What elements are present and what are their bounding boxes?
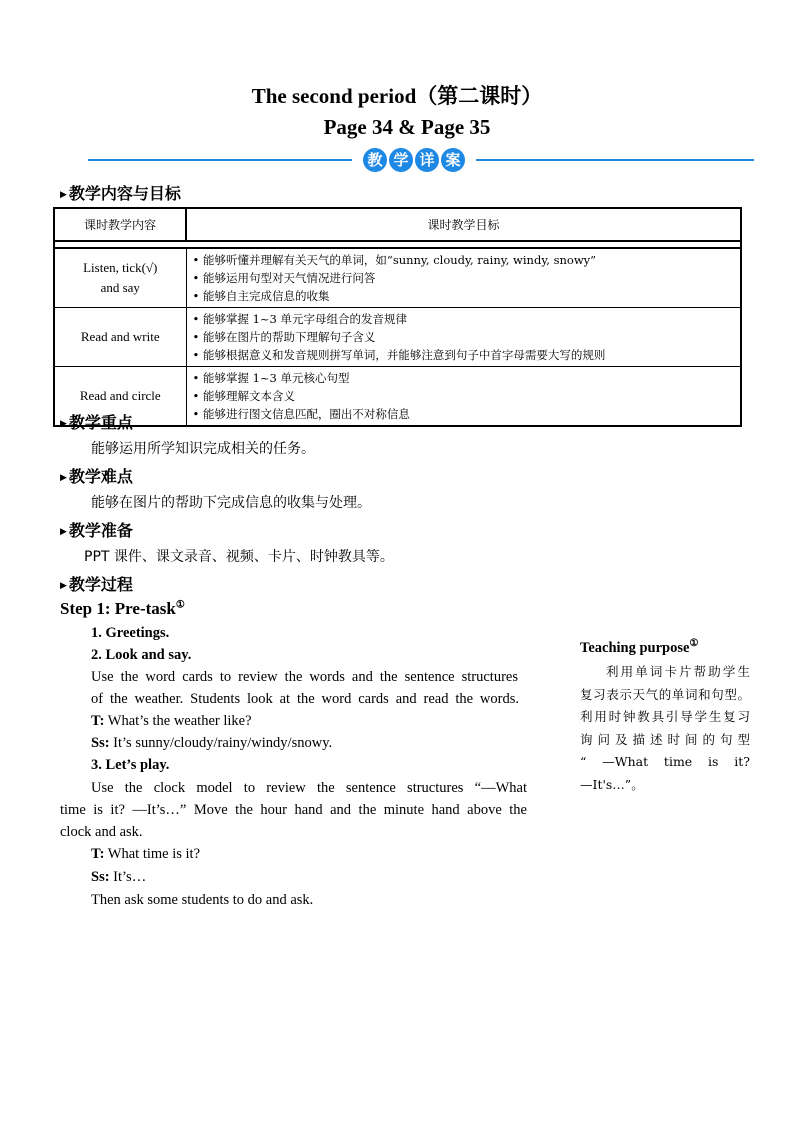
page-title: The second period（第二课时）: [251, 84, 543, 108]
item-greetings: 1. Greetings.: [91, 625, 170, 641]
triangle-bullet-icon: ▶: [60, 190, 67, 200]
dialogue-line: T: What time is it?: [91, 846, 201, 862]
banner-char: 详: [415, 148, 439, 172]
footnote-mark: ①: [689, 638, 699, 649]
step1-heading: Step 1: Pre-task①: [60, 599, 185, 618]
sidebar-line: 询问及描述时间的句型: [580, 731, 750, 747]
table-row: [54, 308, 741, 367]
banner-char: 学: [389, 148, 413, 172]
sidebar-line: 利用单词卡片帮助学生: [606, 664, 750, 679]
dialogue-line: T: What’s the weather like?: [91, 713, 252, 729]
section-heading-preparation: ▶ 教学准备: [60, 521, 133, 540]
dialogue-line: Ss: It’s…: [91, 869, 147, 885]
row-content: Read and circle: [54, 367, 186, 427]
table-row: [54, 367, 741, 427]
key-points-text: 能够运用所学知识完成相关的任务。: [91, 441, 315, 457]
section-heading-content-goals: ▶ 教学内容与目标: [60, 184, 181, 203]
row-goals: • 能够听懂并理解有关天气的单词，如“sunny, cloudy, rainy, windy, snowy” • 能够运用句型对天气情况进行问答 • 能够自主完成信息的收集: [186, 248, 741, 308]
banner-line-right: [476, 159, 754, 161]
triangle-bullet-icon: ▶: [60, 473, 67, 483]
sidebar-line: 复习表示天气的单词和句型。: [580, 686, 750, 702]
dialogue-line: Ss: It’s sunny/cloudy/rainy/windy/snowy.: [91, 735, 333, 751]
table-header-row: [54, 208, 741, 241]
triangle-bullet-icon: ▶: [60, 527, 67, 537]
col-header-goals: 课时教学目标: [186, 208, 741, 241]
row-content: Listen, tick(√) and say: [54, 248, 186, 308]
page-subtitle: Page 34 & Page 35: [323, 115, 491, 139]
section-heading-difficulties: ▶ 教学难点: [60, 467, 133, 486]
preparation-text: PPT 课件、课文录音、视频、卡片、时钟教具等。: [84, 549, 394, 565]
table-row: [54, 248, 741, 308]
sidebar-line: —It's…”。: [580, 776, 644, 792]
paragraph-line: of the weather. Students look at the word cards and read the words.: [91, 691, 519, 707]
section-heading-process: ▶ 教学过程: [60, 575, 133, 594]
sidebar-heading: Teaching purpose①: [580, 638, 699, 656]
sidebar-line: “ —What time is it?: [580, 754, 750, 769]
triangle-bullet-icon: ▶: [60, 581, 67, 591]
footnote-mark: ①: [175, 599, 185, 611]
section-heading-key-points: ▶ 教学重点: [60, 413, 133, 432]
paragraph-line: time is it? —It’s…” Move the hour hand and the minute hand above the: [60, 802, 527, 818]
banner-line-left: [88, 159, 352, 161]
paragraph-line: Use the word cards to review the words and the sentence structures: [91, 669, 518, 685]
paragraph-line: Then ask some students to do and ask.: [91, 892, 314, 908]
paragraph-line: clock and ask.: [60, 824, 143, 840]
col-header-content: 课时教学内容: [54, 208, 186, 241]
row-content: Read and write: [54, 308, 186, 367]
row-goals: • 能够掌握 1~3 单元字母组合的发音规律 • 能够在图片的帮助下理解句子含义 • 能够根据意义和发音规则拼写单词，并能够注意到句子中首字母需要大写的规则: [186, 308, 741, 367]
sidebar-line: 利用时钟教具引导学生复习: [580, 709, 750, 724]
difficulties-text: 能够在图片的帮助下完成信息的收集与处理。: [91, 495, 371, 511]
item-lets-play: 3. Let’s play.: [91, 757, 170, 773]
paragraph-line: Use the clock model to review the sentence structures “—What: [91, 780, 527, 796]
row-goals: • 能够掌握 1~3 单元核心句型 • 能够理解文本含义 • 能够进行图文信息匹配，圈出不对称信息: [186, 367, 741, 427]
banner-char: 案: [441, 148, 465, 172]
triangle-bullet-icon: ▶: [60, 419, 67, 429]
banner-char: 教: [363, 148, 387, 172]
goals-table: [53, 207, 742, 427]
item-look-and-say: 2. Look and say.: [91, 647, 192, 663]
lesson-plan-banner: [88, 146, 754, 174]
sidebar-note: [580, 661, 750, 796]
